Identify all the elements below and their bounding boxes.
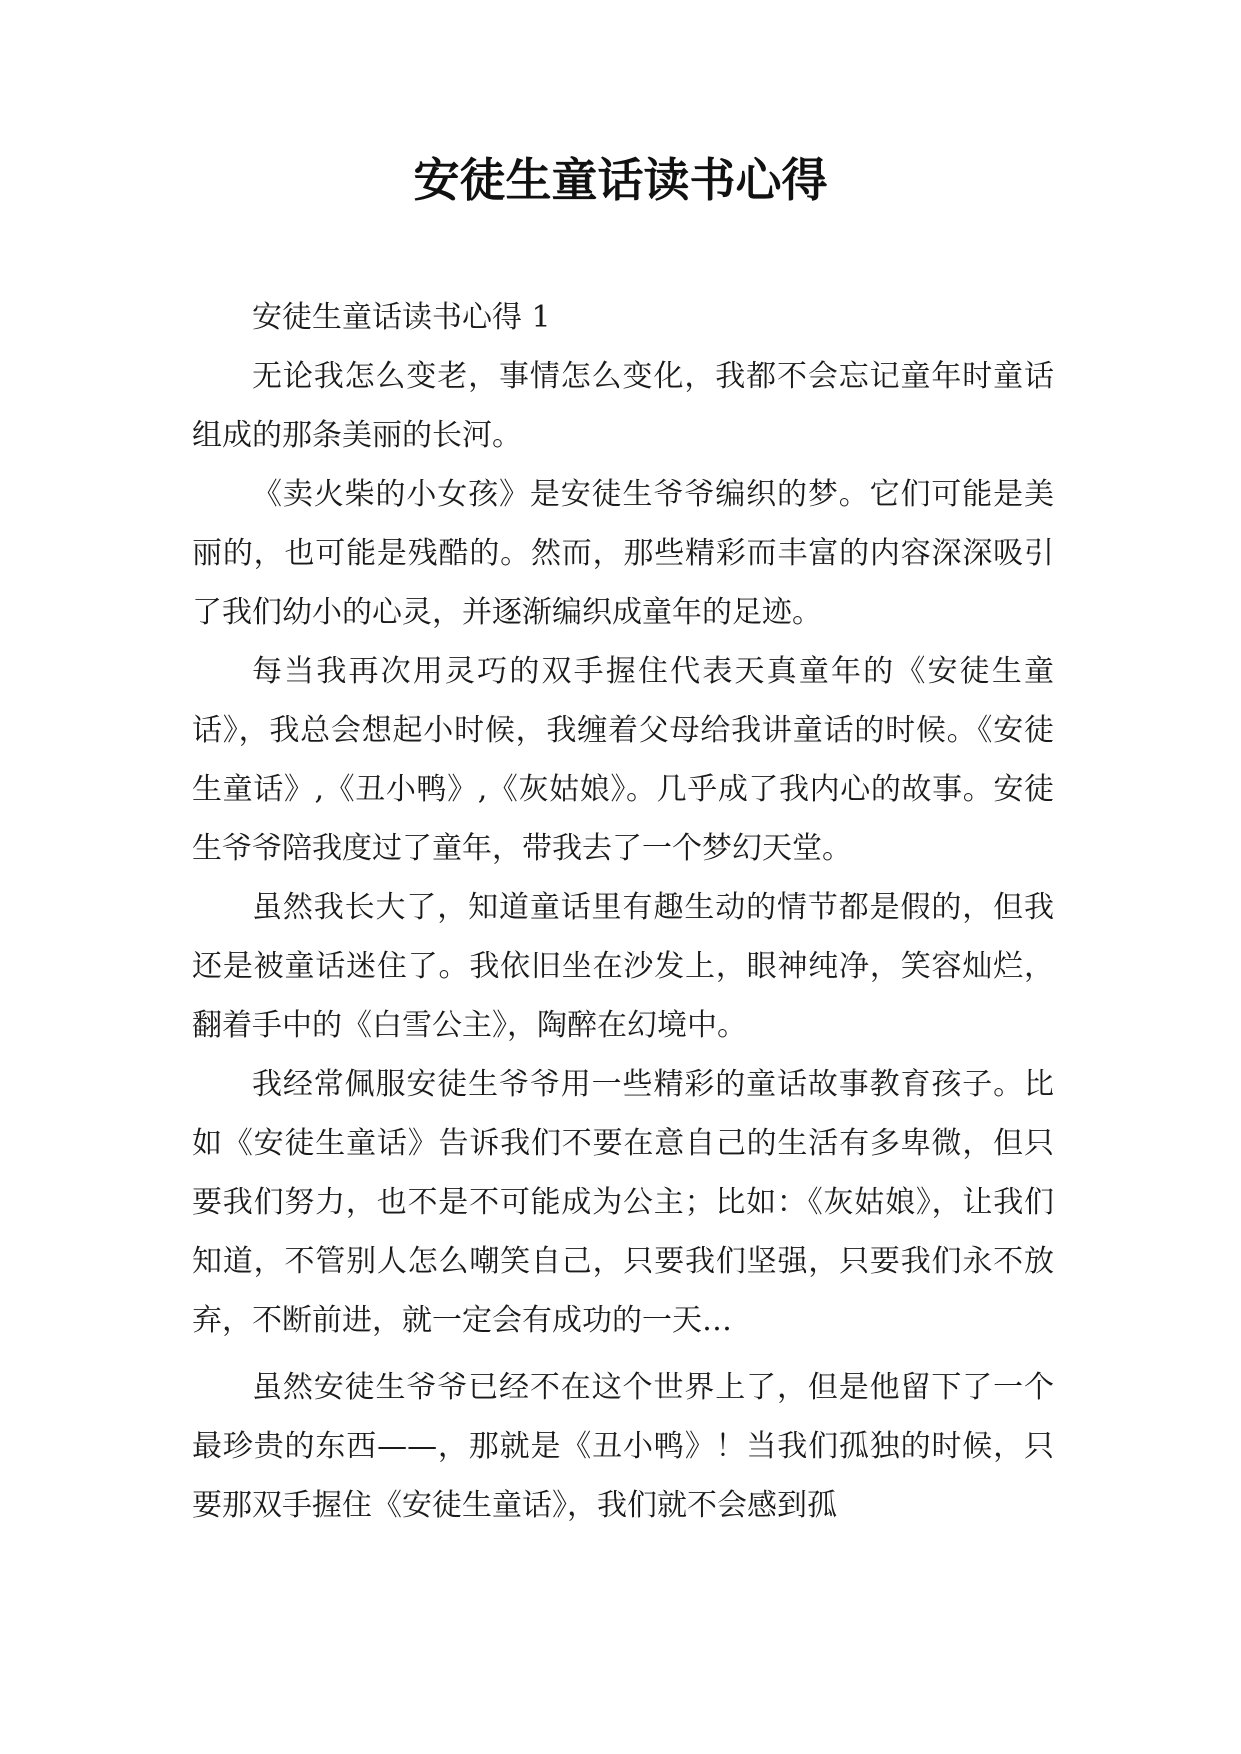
paragraph: 无论我怎么变老，事情怎么变化，我都不会忘记童年时童话组成的那条美丽的长河。 bbox=[192, 359, 1054, 453]
paragraph: 虽然安徒生爷爷已经不在这个世界上了，但是他留下了一个最珍贵的东西——，那就是《丑小鸭》！当我们孤独的时候，只要那双手握住《安徒生童话》，我们就不会感到孤 bbox=[192, 1370, 1054, 1523]
paragraph: 我经常佩服安徒生爷爷用一些精彩的童话故事教育孩子。比如《安徒生童话》告诉我们不要在意自己的生活有多卑微，但只要我们努力，也不是不可能成为公主；比如：《灰姑娘》，让我们知道，不管别人怎么嘲笑自己，只要我们坚强，只要我们永不放弃，不断前进，就一定会有成功的一天… bbox=[192, 1067, 1054, 1338]
document-body bbox=[192, 288, 1054, 1535]
paragraph: 《卖火柴的小女孩》是安徒生爷爷编织的梦。它们可能是美丽的，也可能是残酷的。然而，那些精彩而丰富的内容深深吸引了我们幼小的心灵，并逐渐编织成童年的足迹。 bbox=[192, 477, 1054, 630]
document-title: 安徒生童话读书心得 bbox=[413, 153, 828, 207]
paragraph: 虽然我长大了，知道童话里有趣生动的情节都是假的，但我还是被童话迷住了。我依旧坐在沙发上，眼神纯净，笑容灿烂，翻着手中的《白雪公主》，陶醉在幻境中。 bbox=[192, 890, 1054, 1043]
paragraph: 每当我再次用灵巧的双手握住代表天真童年的《安徒生童话》，我总会想起小时候，我缠着父母给我讲童话的时候。《安徒生童话》,《丑小鸭》,《灰姑娘》。几乎成了我内心的故事。安徒生爷爷陪我度过了童年，带我去了一个梦幻天堂。 bbox=[192, 654, 1054, 866]
section-heading: 安徒生童话读书心得 1 bbox=[252, 300, 551, 335]
